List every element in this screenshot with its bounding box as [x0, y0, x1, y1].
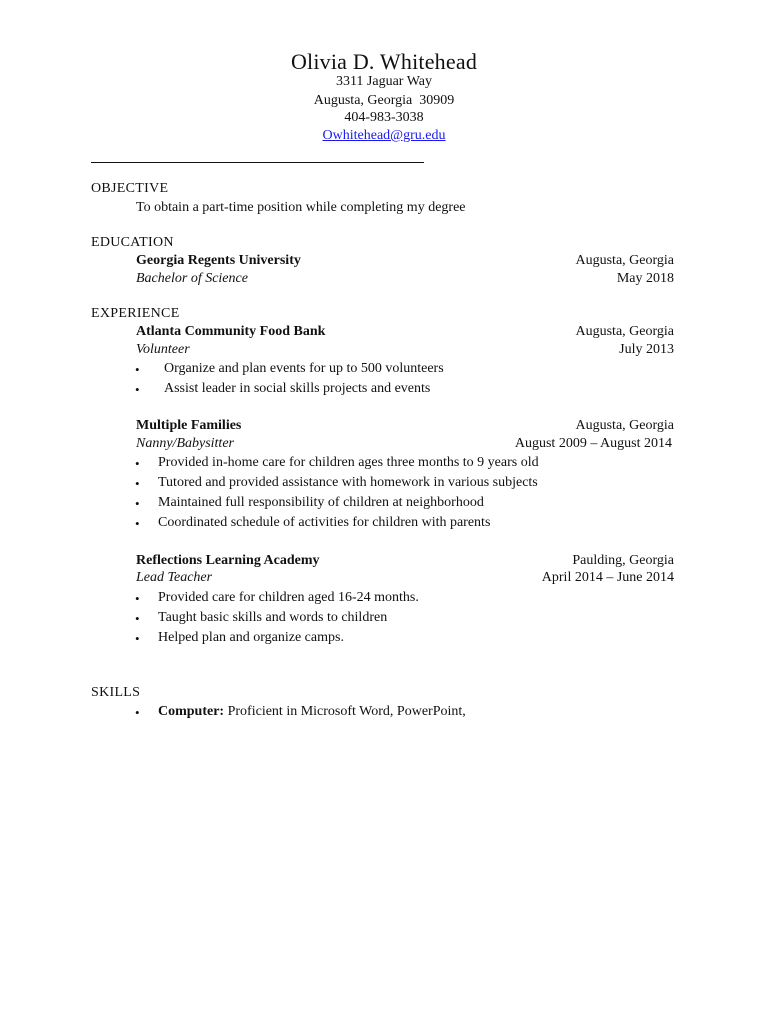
job-dates: August 2009 – August 2014: [514, 436, 672, 451]
header-divider: [91, 162, 424, 163]
skills-heading: SKILLS: [91, 685, 141, 700]
objective-text: To obtain a part-time position while completing my degree: [136, 200, 466, 215]
bullet-icon: •: [135, 362, 140, 377]
job-location: Paulding, Georgia: [572, 553, 674, 568]
job-role: Nanny/Babysitter: [136, 436, 234, 451]
school-name: Georgia Regents University: [136, 253, 301, 268]
bullet-icon: •: [135, 476, 140, 491]
job-bullet: Tutored and provided assistance with homework in various subjects: [158, 475, 538, 490]
job-dates: April 2014 – June 2014: [541, 570, 674, 585]
skill-text: Proficient in Microsoft Word, PowerPoint,: [224, 704, 466, 719]
phone-number: 404-983-3038: [344, 110, 424, 125]
applicant-name: Olivia D. Whitehead: [290, 49, 478, 74]
skill-item: [158, 705, 466, 719]
bullet-icon: •: [135, 456, 140, 471]
bullet-icon: •: [135, 496, 140, 511]
degree: Bachelor of Science: [136, 271, 248, 286]
bullet-icon: •: [135, 611, 140, 626]
job-role: Lead Teacher: [136, 570, 213, 585]
experience-heading: EXPERIENCE: [91, 306, 180, 321]
job-bullet: Provided care for children aged 16-24 months.: [158, 590, 419, 605]
objective-heading: OBJECTIVE: [91, 181, 169, 196]
job-bullet: Coordinated schedule of activities for children with parents: [158, 515, 491, 530]
bullet-icon: •: [135, 516, 140, 531]
job-bullet: Provided in-home care for children ages three months to 9 years old: [158, 455, 539, 470]
city-state-zip: Augusta, Georgia 30909: [313, 93, 455, 108]
email-row: [0, 129, 768, 143]
job-org: Multiple Families: [136, 418, 242, 433]
email-link[interactable]: Owhitehead@gru.edu: [322, 128, 446, 143]
skill-label: Computer:: [158, 704, 225, 719]
job-org: Atlanta Community Food Bank: [136, 324, 326, 339]
job-bullet: Assist leader in social skills projects and events: [164, 381, 431, 396]
job-bullet: Maintained full responsibility of children at neighborhood: [158, 495, 484, 510]
bullet-icon: •: [135, 382, 140, 397]
education-heading: EDUCATION: [91, 235, 174, 250]
job-bullet: Organize and plan events for up to 500 volunteers: [164, 361, 444, 376]
job-bullet: Taught basic skills and words to children: [158, 610, 388, 625]
bullet-icon: •: [135, 705, 140, 720]
job-role: Volunteer: [136, 342, 190, 357]
street-address: 3311 Jaguar Way: [335, 74, 433, 89]
job-location: Augusta, Georgia: [575, 418, 674, 433]
job-dates: July 2013: [619, 342, 674, 357]
bullet-icon: •: [135, 631, 140, 646]
job-location: Augusta, Georgia: [575, 324, 674, 339]
job-org: Reflections Learning Academy: [136, 553, 320, 568]
school-location: Augusta, Georgia: [575, 253, 674, 268]
bullet-icon: •: [135, 591, 140, 606]
graduation-date: May 2018: [616, 271, 674, 286]
job-bullet: Helped plan and organize camps.: [158, 630, 344, 645]
